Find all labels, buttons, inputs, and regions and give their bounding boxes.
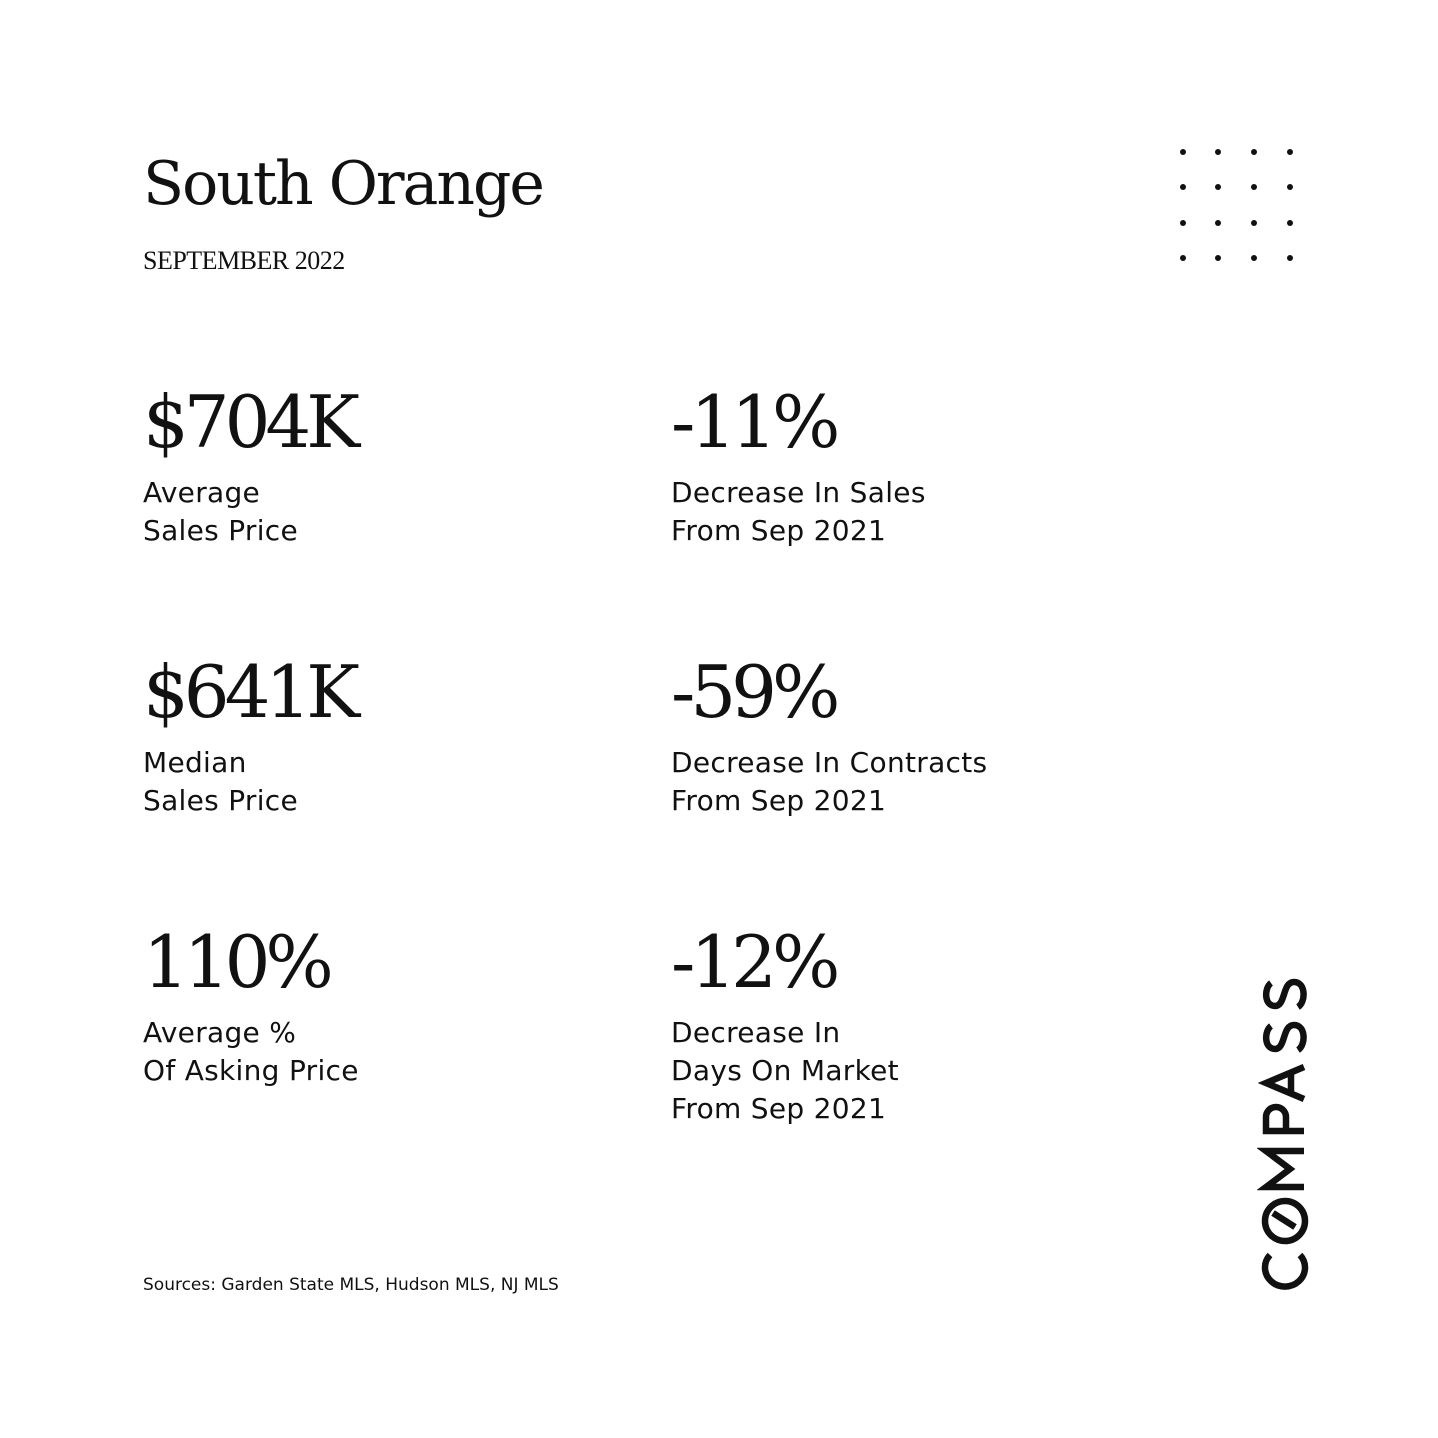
- compass-logo: [1257, 963, 1313, 1293]
- stat-value: $641K: [143, 650, 356, 734]
- stat-label-line: Average %: [143, 1016, 297, 1049]
- compass-wordmark: [1257, 963, 1313, 1293]
- stat-median-sales-price: [143, 652, 623, 820]
- stat-value: -11%: [671, 380, 836, 464]
- page-title: South Orange: [143, 149, 543, 219]
- stat-label-line: Days On Market: [671, 1054, 899, 1087]
- stat-label-line: Decrease In Contracts: [671, 746, 988, 779]
- stat-value: -59%: [671, 650, 836, 734]
- stat-label-line: Sales Price: [143, 514, 299, 547]
- stat-value: -12%: [671, 920, 836, 1004]
- sources-note: Sources: Garden State MLS, Hudson MLS, NJ MLS: [143, 1275, 559, 1295]
- stat-label: [671, 474, 1151, 550]
- stat-label-line: From Sep 2021: [671, 514, 887, 547]
- dot-grid-decoration: [1176, 146, 1296, 266]
- stat-sales-change: [671, 382, 1151, 550]
- stat-label: [143, 1014, 623, 1090]
- stat-label-line: Decrease In Sales: [671, 476, 926, 509]
- stat-label: [143, 474, 623, 550]
- stat-label-line: Median: [143, 746, 247, 779]
- stat-average-sales-price: [143, 382, 623, 550]
- stat-label-line: Sales Price: [143, 784, 299, 817]
- stat-label: [143, 744, 623, 820]
- stat-days-on-market-change: [671, 922, 1151, 1128]
- stat-label: [671, 1014, 1151, 1128]
- stat-label-line: From Sep 2021: [671, 784, 887, 817]
- stat-value: 110%: [143, 920, 329, 1004]
- stat-contracts-change: [671, 652, 1151, 820]
- report-date: SEPTEMBER 2022: [143, 246, 345, 275]
- stat-label-line: From Sep 2021: [671, 1092, 887, 1125]
- stat-value: $704K: [143, 380, 356, 464]
- stat-label-line: Of Asking Price: [143, 1054, 359, 1087]
- stat-label: [671, 744, 1151, 820]
- stat-percent-of-asking: [143, 922, 623, 1090]
- stat-label-line: Average: [143, 476, 261, 509]
- stat-label-line: Decrease In: [671, 1016, 841, 1049]
